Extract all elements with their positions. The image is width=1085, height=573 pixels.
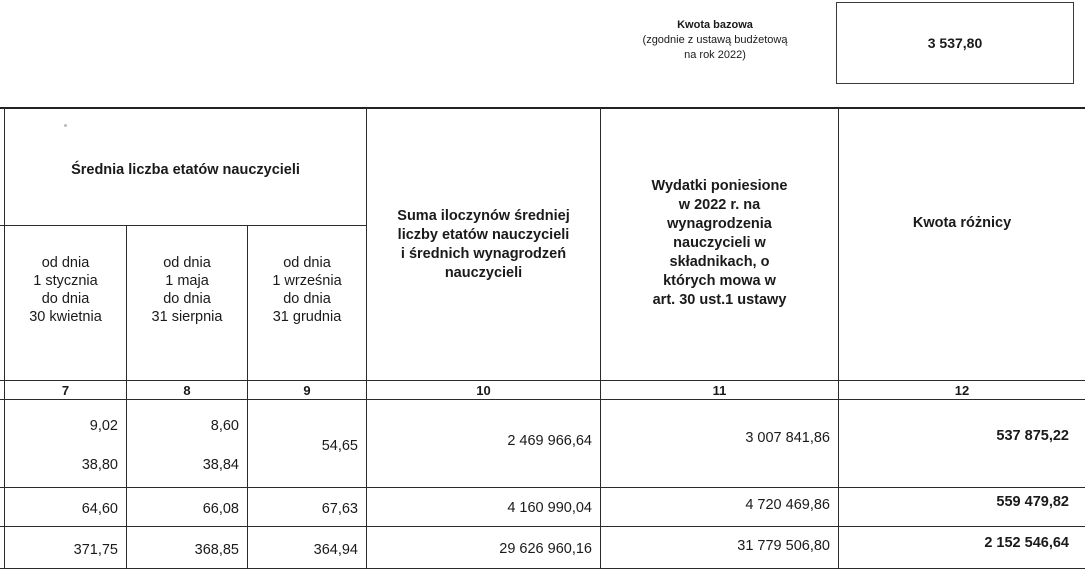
header-period-2-line: do dnia xyxy=(163,291,211,307)
header-period-1-line: od dnia xyxy=(41,255,90,271)
group-header-divider xyxy=(0,225,366,226)
header-wydatki-line: Wydatki poniesione xyxy=(651,177,788,194)
column-number-11: 11 xyxy=(712,382,727,398)
header-suma-line: Suma iloczynów średniej xyxy=(397,208,570,224)
cell-r2-c11: 4 720 469,86 xyxy=(745,497,830,513)
header-kwota-roznicy xyxy=(839,210,1085,236)
header-period-3-line: od dnia xyxy=(283,255,331,271)
row1-bottom-border xyxy=(0,487,1085,488)
header-period-3-line: 1 września xyxy=(272,273,342,289)
header-wydatki-line: wynagrodzenia xyxy=(667,215,772,232)
header-wydatki-line: których mowa w xyxy=(663,272,776,289)
cell-r3-c11: 31 779 506,80 xyxy=(737,538,830,554)
header-period-2 xyxy=(127,245,247,335)
header-suma-line: liczby etatów nauczycieli xyxy=(397,227,570,243)
header-period-1-line: do dnia xyxy=(41,291,90,307)
kwota-bazowa-value-box xyxy=(836,2,1074,84)
cell-r1-c12: 537 875,22 xyxy=(996,428,1069,444)
header-suma xyxy=(367,200,600,290)
header-period-2-line: od dnia xyxy=(163,255,211,271)
header-etaty xyxy=(5,140,366,200)
cell-r3-c7: 371,75 xyxy=(73,542,118,558)
cell-r2-c10: 4 160 990,04 xyxy=(507,500,592,516)
header-wydatki-line: składnikach, o xyxy=(669,253,770,270)
header-period-3-line: do dnia xyxy=(283,291,331,307)
header-period-1-line: 30 kwietnia xyxy=(29,309,102,325)
scan-speck xyxy=(64,124,67,127)
header-wydatki-line: w 2022 r. na xyxy=(678,196,761,213)
header-etaty-text: Średnia liczba etatów nauczycieli xyxy=(71,161,300,178)
kwota-bazowa-title: Kwota bazowa xyxy=(677,19,753,31)
column-number-9: 9 xyxy=(303,382,311,398)
cell-r2-c8: 66,08 xyxy=(202,501,239,517)
cell-r3-c12: 2 152 546,64 xyxy=(984,535,1069,551)
header-kwota-roznicy-text: Kwota różnicy xyxy=(912,214,1012,231)
header-period-1-line: 1 stycznia xyxy=(33,273,98,289)
column-number-8: 8 xyxy=(183,382,191,398)
column-number-12: 12 xyxy=(954,382,970,398)
header-suma-line: i średnich wynagrodzeń xyxy=(400,246,567,262)
kwota-bazowa-label xyxy=(600,18,830,63)
header-period-3 xyxy=(248,245,366,335)
header-suma-line: nauczycieli xyxy=(444,265,523,281)
column-number-7: 7 xyxy=(61,382,70,398)
cell-r3-c10: 29 626 960,16 xyxy=(499,541,592,557)
row2-bottom-border xyxy=(0,526,1085,527)
header-period-3-line: 31 grudnia xyxy=(272,309,342,325)
cell-r1-c8b: 38,84 xyxy=(202,457,239,473)
column-number-10: 10 xyxy=(476,382,491,398)
cell-r3-c9: 364,94 xyxy=(313,542,358,558)
header-wydatki-line: nauczycieli w xyxy=(673,234,766,251)
cell-r1-c8a: 8,60 xyxy=(210,418,239,434)
cell-r1-c10: 2 469 966,64 xyxy=(507,433,592,449)
cell-r1-c7a: 9,02 xyxy=(89,418,118,434)
cell-r2-c12: 559 479,82 xyxy=(996,494,1069,510)
header-wydatki xyxy=(601,168,838,318)
header-period-1 xyxy=(5,245,126,335)
cell-r3-c8: 368,85 xyxy=(194,542,239,558)
cell-r1-c11: 3 007 841,86 xyxy=(745,430,830,446)
header-period-2-line: 31 sierpnia xyxy=(151,309,223,325)
cell-r1-c9: 54,65 xyxy=(321,438,358,454)
cell-r2-c9: 67,63 xyxy=(321,501,358,517)
table-top-border xyxy=(0,107,1085,109)
cell-r2-c7: 64,60 xyxy=(81,501,118,517)
colnum-bottom-border xyxy=(0,399,1085,400)
header-wydatki-line: art. 30 ust.1 ustawy xyxy=(652,291,787,308)
header-period-2-line: 1 maja xyxy=(165,273,209,289)
row3-bottom-border xyxy=(0,568,1085,569)
kwota-bazowa-value: 3 537,80 xyxy=(927,35,983,51)
kwota-bazowa-note-2: na rok 2022) xyxy=(684,49,746,61)
kwota-bazowa-note-1: (zgodnie z ustawą budżetową xyxy=(642,34,788,46)
cell-r1-c7b: 38,80 xyxy=(81,457,118,473)
